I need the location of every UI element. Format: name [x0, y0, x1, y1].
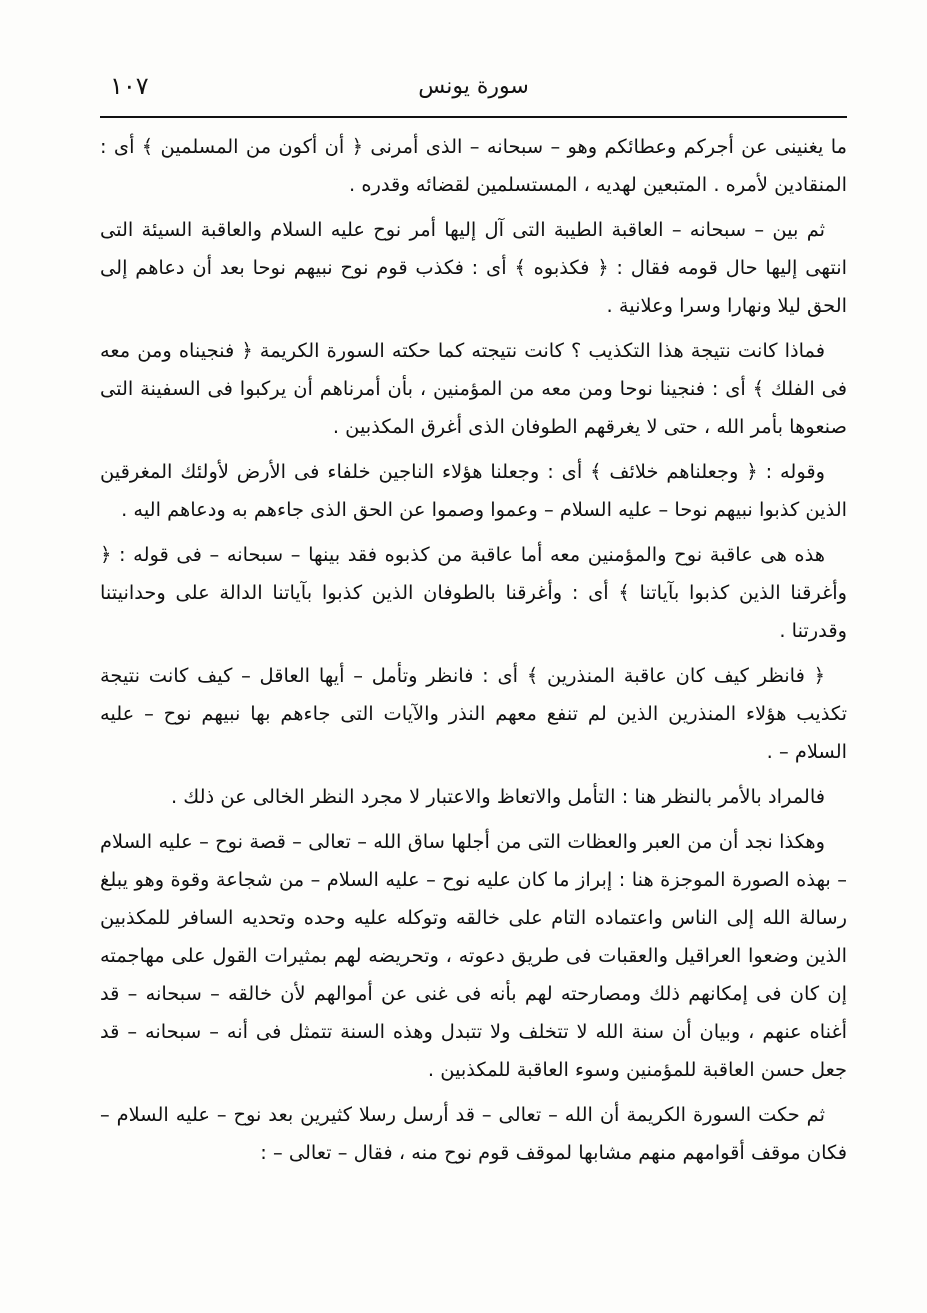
page-header: [100, 68, 847, 112]
paragraph-7: فالمراد بالأمر بالنظر هنا : التأمل والاتعاظ والاعتبار لا مجرد النظر الخالى عن ذلك .: [170, 785, 825, 808]
paragraph-3: فماذا كانت نتيجة هذا التكذيب ؟ كانت نتيجته كما حكته السورة الكريمة ﴿ فنجيناه ومن معه فى الفلك ﴾ أى : فنجينا نوحا ومن معه من المؤمنين ، بأن أمرناهم أن يركبوا فى السفينة التى صنعوها بأمر الله ، حتى لا يغرقهم الطوفان الذى أغرق المكذبين .: [100, 339, 847, 438]
paragraph-2: ثم بين – سبحانه – العاقبة الطيبة التى آل إليها أمر نوح عليه السلام والعاقبة السيئة التى انتهى إليها حال قومه فقال : ﴿ فكذبوه ﴾ أى : فكذب قوم نوح نبيهم نوحا بعد أن دعاهم إلى الحق ليلا ونهارا وسرا وعلانية .: [100, 218, 847, 317]
running-title: سورة يونس: [418, 74, 529, 99]
header-divider: [100, 116, 847, 118]
paragraph-6: ﴿ فانظر كيف كان عاقبة المنذرين ﴾ أى : فانظر وتأمل – أيها العاقل – كيف كانت نتيجة تكذيب هؤلاء المنذرين الذين لم تنفع معهم النذر والآيات التى جاءهم بها نبيهم نوح – عليه السلام – .: [100, 664, 847, 763]
paragraph-8: وهكذا نجد أن من العبر والعظات التى من أجلها ساق الله – تعالى – قصة نوح – عليه السلام – بهذه الصورة الموجزة هنا : إبراز ما كان عليه نوح – عليه السلام – من شجاعة وقوة وهو يبلغ رسالة الله إلى الناس واعتماده التام على خالقه وتوكله عليه وحده وتحديه السافر للمكذبين الذين وضعوا العراقيل والعقبات فى طريق دعوته ، وتحريضه لهم بمثيرات القول على مهاجمته إن كان فى إمكانهم ذلك ومصارحته لهم بأنه فى غنى عن أموالهم لأن خالقه – سبحانه – قد أغناه عنهم ، وبيان أن سنة الله لا تتخلف ولا تتبدل وهذه السنة تتمثل فى أنه – سبحانه – قد جعل حسن العاقبة للمؤمنين وسوء العاقبة للمكذبين .: [100, 830, 847, 1081]
paragraph-5: هذه هى عاقبة نوح والمؤمنين معه أما عاقبة من كذبوه فقد بينها – سبحانه – فى قوله : ﴿ وأغرقنا الذين كذبوا بآياتنا ﴾ أى : وأغرقنا بالطوفان الذين كذبوا بآياتنا الدالة على وحدانيتنا وقدرتنا .: [100, 543, 847, 642]
page-body: [100, 128, 847, 1179]
paragraph-4: وقوله : ﴿ وجعلناهم خلائف ﴾ أى : وجعلنا هؤلاء الناجين خلفاء فى الأرض لأولئك المغرقين الذين كذبوا نبيهم نوحا – عليه السلام – وعموا وصموا عن الحق الذى جاءهم به ودعاهم اليه .: [100, 460, 847, 521]
page-number: ١٠٧: [110, 72, 149, 100]
paragraph-9: ثم حكت السورة الكريمة أن الله – تعالى – قد أرسل رسلا كثيرين بعد نوح – عليه السلام – فكان موقف أقوامهم منهم مشابها لموقف قوم نوح منه ، فقال – تعالى – :: [100, 1103, 847, 1164]
paragraph-1: ما يغنينى عن أجركم وعطائكم وهو – سبحانه – الذى أمرنى ﴿ أن أكون من المسلمين ﴾ أى : المنقادين لأمره . المتبعين لهديه ، المستسلمين لقضائه وقدره .: [100, 135, 847, 196]
